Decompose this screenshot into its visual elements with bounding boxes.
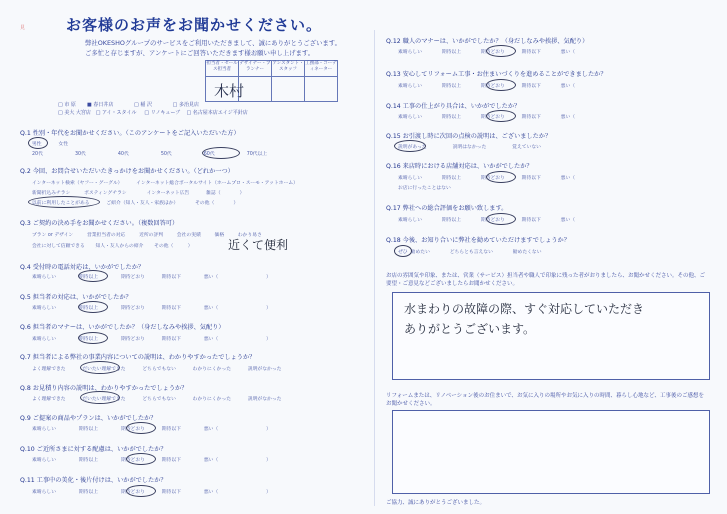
answer-circle bbox=[78, 301, 108, 313]
question-q3: Q.3 ご契約の決め手をお聞かせください。（複数回答可） bbox=[20, 220, 179, 227]
question-q14: Q.14 工事の仕上がり具合は、いかがでしたか？ bbox=[386, 103, 521, 110]
q2-options-row1[interactable]: インターネット検索（ヤフー・グーグル） インターネット総合ポータルサイト（ホームプロ・スーモ・アットホーム） bbox=[32, 181, 298, 186]
column-divider bbox=[374, 30, 375, 506]
store-row[interactable] bbox=[58, 109, 248, 116]
q11-options[interactable]: 素晴らしい 期待以上 期待どおり 期待以下 悪い（ ） bbox=[32, 490, 271, 495]
q10-options[interactable]: 素晴らしい 期待以上 期待どおり 期待以下 悪い（ ） bbox=[32, 458, 271, 463]
q6-options[interactable]: 素晴らしい 期待以上 期待どおり 期待以下 悪い（ ） bbox=[32, 337, 271, 342]
staff-header: アシスタント・スタッフ bbox=[272, 61, 304, 77]
q9-options[interactable]: 素晴らしい 期待以上 期待どおり 期待以下 悪い（ ） bbox=[32, 427, 271, 432]
comment2-prompt: リフォームまたは、リノベーション後のお住まいで、お気に入りの場所やお気に入りの時間、暮らし心地など、工事後のご感想をお聞かせください。 bbox=[386, 393, 704, 407]
question-q6: Q.6 担当者のマナーは、いかがでしたか？（身だしなみや挨拶、気配り） bbox=[20, 324, 225, 331]
comment2-box[interactable] bbox=[392, 410, 710, 494]
question-q13: Q.13 安心してリフォーム工事・お住まいづくりを進めることができましたか？ bbox=[386, 71, 607, 78]
q12-options[interactable]: 素晴らしい 期待以上 期待どおり 期待以下 悪い（ bbox=[398, 50, 576, 55]
answer-circle bbox=[486, 79, 516, 91]
question-q4: Q.4 受付時の電話対応は、いかがでしたか？ bbox=[20, 264, 145, 271]
store-option[interactable]: □ 市 原 bbox=[58, 102, 76, 108]
question-q1: Q.1 性別・年代をお聞かせください。（このアンケートをご記入いただいた方） bbox=[20, 130, 240, 137]
question-q12: Q.12 職人のマナーは、いかがでしたか？（身だしなみや挨拶、気配り） bbox=[386, 38, 589, 45]
comment1-answer-line1: 水まわりの故障の際、すぐ対応していただき bbox=[404, 302, 645, 316]
page-title: お客様のお声をお聞かせください。 bbox=[66, 16, 323, 34]
store-option[interactable]: ■ 春日井店 bbox=[87, 102, 114, 108]
question-q16: Q.16 来店時における店舗対応は、いかがでしたか？ bbox=[386, 163, 533, 170]
q18-options[interactable]: ぜひ 勧めたい どちらとも言えない 勧めたくない bbox=[398, 250, 542, 255]
store-option[interactable]: □ 名古屋本店エイジ平針店 bbox=[186, 110, 248, 116]
q17-options[interactable]: 素晴らしい 期待以上 期待どおり 期待以下 悪い（ bbox=[398, 218, 576, 223]
q3-options-row1[interactable]: プラン or デザイン 営業担当者の対応 近所の評判 会社の実績 価格 わかり易さ bbox=[32, 233, 262, 238]
staff-signature: 木村 bbox=[214, 82, 245, 100]
q4-options[interactable]: 素晴らしい 期待以上 期待どおり 期待以下 悪い（ ） bbox=[32, 275, 271, 280]
answer-circle bbox=[486, 45, 516, 57]
answer-circle bbox=[28, 137, 48, 149]
comment1-answer-line2: ありがとうございます。 bbox=[404, 322, 536, 336]
q3-other-note: 近くて便利 bbox=[228, 238, 289, 252]
store-option[interactable]: □ アイ・スタイル bbox=[95, 110, 137, 116]
question-q11: Q.11 工事中の美化・後片付けは、いかがでしたか？ bbox=[20, 477, 167, 484]
question-q18: Q.18 今後、お知り合いに弊社を勧めていただけますでしょうか？ bbox=[386, 237, 570, 244]
q2-options-row3[interactable]: 以前に利用したことがある ご紹介（知人・友人・家族ほか） その他（ ） bbox=[32, 201, 239, 206]
answer-circle bbox=[80, 361, 120, 374]
q2-options-row2[interactable]: 新聞折込みチラシ ポスティングチラシ インターネット広告 雑誌（ ） bbox=[32, 191, 245, 196]
store-row[interactable] bbox=[58, 101, 199, 108]
q15-options[interactable]: 説明があった 説明はなかった 覚えていない bbox=[398, 145, 541, 150]
q13-options[interactable]: 素晴らしい 期待以上 期待どおり 期待以下 悪い（ bbox=[398, 84, 576, 89]
question-q8: Q.8 お見積り内容の説明は、わかりやすかったでしょうか？ bbox=[20, 385, 188, 392]
answer-circle bbox=[486, 213, 516, 225]
answer-circle bbox=[486, 110, 516, 122]
store-option[interactable]: □ 稲 沢 bbox=[134, 102, 152, 108]
question-q5: Q.5 担当者の対応は、いかがでしたか？ bbox=[20, 294, 132, 301]
answer-circle bbox=[78, 270, 108, 282]
q3-options-row2[interactable]: 会社に対して信頼できる 知人・友人からの紹介 その他（ ） bbox=[32, 244, 193, 249]
store-option[interactable]: □ 美大 大宮店 bbox=[58, 110, 91, 116]
store-option[interactable]: □ リノキューブ bbox=[144, 110, 181, 116]
comment1-prompt: お店の雰囲気や印象、または、営業（サービス）担当者や職人で印象に残った者がおりましたら、お聞かせください。その他、ご要望・ご意見などございましたらお聞かせください。 bbox=[386, 273, 706, 287]
staff-signature-cell[interactable] bbox=[305, 77, 337, 101]
q8-options[interactable]: よく理解できた だいたい理解できた どちらでもない わかりにくかった 説明がなかった bbox=[32, 397, 282, 402]
corner-mark: 見 bbox=[20, 25, 26, 31]
answer-circle bbox=[486, 171, 516, 183]
staff-header: デザイナー・プランナー bbox=[239, 61, 271, 77]
q7-options[interactable]: よく理解できた だいたい理解できた どちらでもない わかりにくかった 説明がなかった bbox=[32, 367, 282, 372]
answer-circle bbox=[126, 485, 156, 497]
answer-circle bbox=[394, 245, 412, 257]
answer-circle bbox=[126, 422, 156, 434]
q5-options[interactable]: 素晴らしい 期待以上 期待どおり 期待以下 悪い（ ） bbox=[32, 306, 271, 311]
question-q17: Q.17 弊社への総合評価をお願い致します。 bbox=[386, 205, 508, 212]
intro-line-1: 弊社OKESHOグループのサービスをご利用いただきまして、誠にありがとうございます。 bbox=[85, 39, 342, 47]
q1-options-row1[interactable]: 男性 女性 bbox=[32, 142, 68, 147]
footer-thanks: ご協力、誠にありがとうございました。 bbox=[386, 500, 486, 506]
question-q15: Q.15 お引渡し時に次回の点検の説明は、ございましたか？ bbox=[386, 133, 552, 140]
q1-options-row2[interactable]: 20代 30代 40代 50代 60代 70代以上 bbox=[32, 152, 268, 157]
staff-header: 担当者・セールス担当者 bbox=[206, 61, 238, 77]
answer-circle bbox=[394, 140, 426, 152]
store-option[interactable]: □ 多治見店 bbox=[172, 102, 199, 108]
staff-signature-cell[interactable] bbox=[272, 77, 304, 101]
answer-circle bbox=[78, 332, 108, 344]
q16-options[interactable]: 素晴らしい 期待以上 期待どおり 期待以下 悪い（ bbox=[398, 176, 576, 181]
question-q7: Q.7 担当者による弊社の事業内容についての説明は、わかりやすかったでしょうか？ bbox=[20, 354, 256, 361]
answer-circle bbox=[80, 391, 120, 404]
question-q2: Q.2 今回、お問合せいただいたきっかけをお聞かせください。（どれか一つ） bbox=[20, 168, 234, 175]
answer-circle bbox=[202, 147, 240, 159]
staff-header: 工務部・コーディネーター bbox=[305, 61, 337, 77]
intro-line-2: ご多忙と存じますが、アンケートにご回答いただきます様お願い申し上げます。 bbox=[85, 49, 315, 57]
question-q10: Q.10 ご近所さまに対する配慮は、いかがでしたか？ bbox=[20, 446, 167, 453]
q14-options[interactable]: 素晴らしい 期待以上 期待どおり 期待以下 悪い（ bbox=[398, 115, 576, 120]
answer-circle bbox=[126, 453, 156, 465]
q16-options-row2[interactable]: お店に行ったことはない bbox=[398, 186, 451, 191]
question-q9: Q.9 ご提案の商品やプランは、いかがでしたか？ bbox=[20, 415, 157, 422]
answer-circle bbox=[28, 196, 100, 208]
